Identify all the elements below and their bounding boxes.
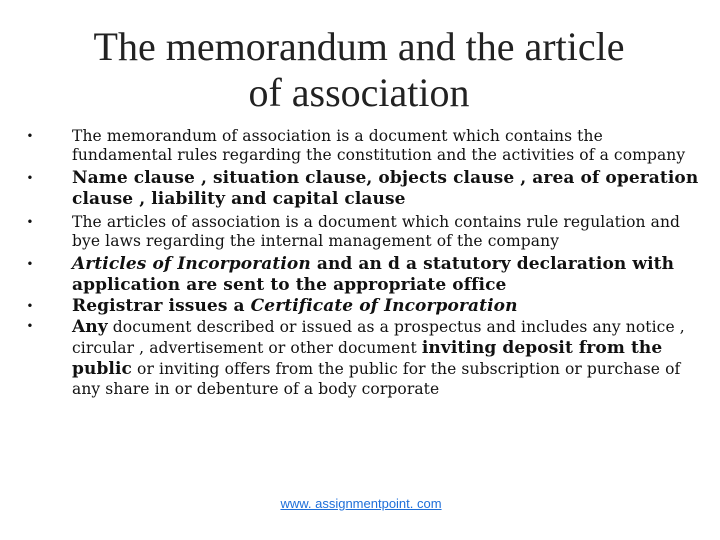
- bullet-text-bold: inviting deposit from the public: [72, 338, 663, 379]
- bullet-list: [24, 127, 704, 399]
- bullet-dot-icon: •: [26, 215, 34, 229]
- bullet-dot-icon: •: [26, 299, 34, 313]
- bullet-item: [24, 213, 704, 251]
- bullet-text: Registrar issues a: [72, 296, 251, 316]
- bullet-text-italic: Certificate of Incorporation: [250, 296, 518, 316]
- bullet-text: Name clause , situation clause, objects clause , area of operation clause , liability and capital clause: [72, 168, 699, 209]
- bullet-item: [24, 254, 704, 296]
- bullet-dot-icon: •: [26, 319, 34, 333]
- bullet-item: [24, 296, 704, 317]
- bullet-text: or inviting offers from the public for the subscription or purchase of any share in or debenture of a body corporate: [72, 360, 681, 398]
- bullet-text: and an d a statutory declaration with application are sent to the appropriate office: [72, 254, 675, 295]
- bullet-text-bold: Any: [72, 317, 108, 337]
- bullet-dot-icon: •: [26, 171, 34, 185]
- bullet-text: document described or issued as a prospectus and includes any notice , circular , advertisement or other document: [72, 318, 685, 357]
- bullet-text: The memorandum of association is a document which contains the fundamental rules regarding the constitution and the activities of a company: [72, 127, 686, 164]
- bullet-text: The articles of association is a document which contains rule regulation and bye laws regarding the internal management of the company: [72, 213, 681, 250]
- bullet-item: [24, 168, 704, 210]
- bullet-dot-icon: •: [26, 129, 34, 143]
- footer-link-text[interactable]: www. assignmentpoint. com: [280, 496, 442, 511]
- bullet-text-italic: Articles of Incorporation: [72, 254, 311, 274]
- slide-title-line1: The memorandum and the article: [93, 24, 625, 69]
- footer-link[interactable]: [0, 496, 720, 511]
- bullet-item: [24, 317, 704, 399]
- slide-title-line2: of association: [248, 70, 470, 115]
- slide-title: [0, 24, 720, 116]
- bullet-dot-icon: •: [26, 257, 34, 271]
- bullet-item: [24, 127, 704, 165]
